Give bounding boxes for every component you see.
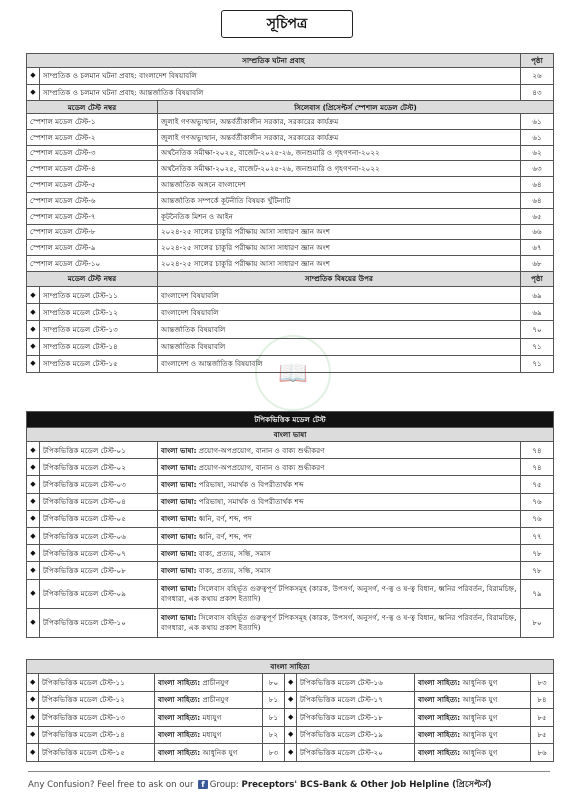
page-number: ৭১ [521, 338, 554, 355]
test-topic [415, 674, 531, 692]
page-column-header: পৃষ্ঠা [521, 271, 554, 286]
topic-subject-label: বাংলা সাহিত্য: [418, 712, 461, 722]
table-row [27, 545, 554, 562]
page-number: ৭৬ [521, 493, 554, 510]
topic-subject-label: বাংলা ভাষা: [161, 612, 197, 622]
table-row [27, 674, 554, 692]
test-topic [158, 527, 521, 544]
test-topic: কূটনৈতিক মিশন ও আইন [158, 208, 521, 224]
test-name: টপিকভিত্তিক মডেল টেস্ট-১৪ [39, 726, 155, 744]
bullet-icon: ◆ [27, 459, 40, 476]
test-name: স্পেশাল মডেল টেস্ট-৫ [27, 177, 158, 193]
section-header [27, 54, 554, 68]
topic-text: পরিভাষা, সমার্থক ও বিপরীতার্থক শব্দ [198, 497, 304, 507]
page-number: ৬৮ [521, 256, 554, 272]
bullet-icon: ◆ [27, 321, 40, 338]
page-number: ৮১ [263, 691, 285, 709]
topic-banner: টপিকভিত্তিক মডেল টেস্ট [27, 412, 554, 428]
section-header [27, 271, 554, 286]
test-topic [158, 442, 521, 459]
topic-text: মধ্যযুগ [202, 730, 222, 740]
topic-subject-label: বাংলা সাহিত্য: [418, 695, 461, 705]
page-title: সূচিপত্র [221, 10, 353, 38]
page-number: ৪৩ [521, 84, 554, 101]
table-row [27, 709, 554, 727]
page-number: ৬২ [521, 145, 554, 161]
bullet-icon: ◆ [27, 84, 40, 101]
topic-subject-label: বাংলা ভাষা: [161, 462, 197, 472]
page-number: ৬৪ [521, 177, 554, 193]
test-name: টপিকভিত্তিক মডেল টেস্ট-০৭ [40, 545, 158, 562]
bullet-icon: ◆ [27, 744, 39, 762]
test-topic: জুলাই গণঅভ্যুত্থান, অন্তর্বর্তীকালীন সরকার, সরকারের কার্যক্রম [158, 129, 521, 145]
bullet-icon: ◆ [27, 286, 40, 303]
bullet-icon: ◆ [27, 726, 39, 744]
page-number: ৮০ [263, 674, 285, 692]
test-topic [155, 709, 263, 727]
page-number: ৮৫ [531, 726, 554, 744]
test-name: স্পেশাল মডেল টেস্ট-৩ [27, 145, 158, 161]
topic-text: প্রয়োগ-অপপ্রয়োগ, বানান ও বাক্য শুদ্ধীকরণ [198, 445, 325, 455]
topic-text: আধুনিক যুগ [462, 730, 498, 740]
test-name: সাম্প্রতিক মডেল টেস্ট-১৪ [40, 338, 158, 355]
page-number: ৮৩ [531, 674, 554, 692]
table-row [27, 338, 554, 355]
table-row [27, 68, 554, 85]
topic-subject-label: বাংলা সাহিত্য: [158, 730, 201, 740]
test-topic [155, 674, 263, 692]
test-topic [158, 476, 521, 493]
topic-subject-label: বাংলা ভাষা: [161, 531, 197, 541]
topic-text: প্রাচীনযুগ [202, 695, 229, 705]
section-header [27, 428, 554, 442]
topic-text: পরিভাষা, সমার্থক ও বিপরীতার্থক শব্দ [198, 479, 304, 489]
page-number: ৭৪ [521, 442, 554, 459]
table-row [27, 304, 554, 321]
table-row [27, 84, 554, 101]
page-number: ৭৮ [521, 545, 554, 562]
topic-subject-label: বাংলা সাহিত্য: [158, 677, 201, 687]
test-topic: বাংলাদেশ ও আন্তর্জাতিক বিষয়াবলি [158, 355, 521, 372]
bullet-icon: ◆ [27, 476, 40, 493]
topic-subject-label: বাংলা সাহিত্য: [158, 695, 201, 705]
page-number: ৭৬ [521, 510, 554, 527]
bullet-icon: ◆ [27, 355, 40, 372]
topic-text: আধুনিক যুগ [462, 677, 498, 687]
page-number: ৬১ [521, 114, 554, 130]
bullet-icon: ◆ [27, 510, 40, 527]
test-topic [158, 545, 521, 562]
table-row [27, 256, 554, 272]
subsection-title: বাংলা ভাষা [27, 428, 554, 442]
topic-subject-label: বাংলা সাহিত্য: [158, 747, 201, 757]
test-topic [158, 510, 521, 527]
test-name: টপিকভিত্তিক মডেল টেস্ট-১১ [39, 674, 155, 692]
test-name: টপিকভিত্তিক মডেল টেস্ট-১০ [40, 608, 158, 637]
subject-column-header: সাম্প্রতিক বিষয়ের উপর [158, 271, 521, 286]
test-name: টপিকভিত্তিক মডেল টেস্ট-০৩ [40, 476, 158, 493]
test-name: স্পেশাল মডেল টেস্ট-৪ [27, 161, 158, 177]
table-row [27, 493, 554, 510]
test-topic [158, 608, 521, 637]
bullet-icon: ◆ [285, 744, 297, 762]
test-name: স্পেশাল মডেল টেস্ট-১০ [27, 256, 158, 272]
bullet-icon: ◆ [27, 674, 39, 692]
test-name: টপিকভিত্তিক মডেল টেস্ট-১৮ [297, 709, 415, 727]
bullet-icon: ◆ [285, 691, 297, 709]
test-name: টপিকভিত্তিক মডেল টেস্ট-২০ [297, 744, 415, 762]
topic-subject-label: বাংলা ভাষা: [161, 583, 197, 593]
section-header [27, 660, 554, 674]
section-title: সাম্প্রতিক ঘটনা প্রবাহ [27, 54, 521, 68]
test-name: টপিকভিত্তিক মডেল টেস্ট-১৫ [39, 744, 155, 762]
test-topic [158, 562, 521, 579]
table-row [27, 442, 554, 459]
facebook-icon: f [198, 780, 207, 789]
subsection-title: বাংলা সাহিত্য [27, 660, 554, 674]
bullet-icon: ◆ [27, 545, 40, 562]
test-name: টপিকভিত্তিক মডেল টেস্ট-০৪ [40, 493, 158, 510]
test-topic: ২০২৪-২৫ সালের চাকুরি পরীক্ষায় আসা সাধারণ জ্ঞান অংশ [158, 224, 521, 240]
table-row [27, 726, 554, 744]
contents-table-topic-language [26, 411, 554, 638]
bullet-icon: ◆ [27, 527, 40, 544]
page-number: ৮৫ [531, 709, 554, 727]
test-topic [158, 459, 521, 476]
test-topic: অর্থনৈতিক সমীক্ষা-২০২৫, বাজেট-২০২৫-২৬, জনশুমারি ও গৃহগণনা-২০২২ [158, 145, 521, 161]
topic-text: আধুনিক যুগ [462, 712, 498, 722]
page-number: ৮১ [263, 709, 285, 727]
test-name: স্পেশাল মডেল টেস্ট-২ [27, 129, 158, 145]
footer-group-label: Group: [209, 780, 239, 790]
watermark-logo: 📖 [255, 335, 331, 411]
test-name: টপিকভিত্তিক মডেল টেস্ট-০৮ [40, 562, 158, 579]
table-row [27, 114, 554, 130]
page-number: ৮৩ [263, 744, 285, 762]
topic-text: সিলেবাস বহির্ভূত গুরুত্বপূর্ণ টপিকসমূহ (কারক, উপসর্গ, অনুসর্গ, ণ-ত্ব ও ষ-ত্ব বিধান, ধ্বনির পরিবর্তন, বিরামচিহ্ন, বাগধারা, এক কথায় প্রকাশ ইত্যাদি) [161, 612, 517, 632]
test-topic: আন্তর্জাতিক সম্পর্কে কূটনীতি বিষয়ক খুঁটিনাটি [158, 192, 521, 208]
page-number: ৭৯ [521, 579, 554, 608]
bullet-icon: ◆ [27, 579, 40, 608]
table-row [27, 562, 554, 579]
table-row [27, 240, 554, 256]
topic-subject-label: বাংলা ভাষা: [161, 497, 197, 507]
page-number: ৬৪ [521, 192, 554, 208]
topic-text: আধুনিক যুগ [462, 747, 498, 757]
section-banner [27, 412, 554, 428]
test-topic [155, 691, 263, 709]
page-number: ৮০ [521, 608, 554, 637]
bullet-icon: ◆ [27, 338, 40, 355]
test-topic [415, 691, 531, 709]
test-topic: ২০২৪-২৫ সালের চাকুরি পরীক্ষায় আসা সাধারণ জ্ঞান অংশ [158, 240, 521, 256]
test-topic [158, 579, 521, 608]
bullet-icon: ◆ [27, 68, 40, 85]
bullet-icon: ◆ [285, 726, 297, 744]
test-name: টপিকভিত্তিক মডেল টেস্ট-১৭ [297, 691, 415, 709]
test-column-header: মডেল টেস্ট নম্বর [27, 101, 158, 114]
test-name: স্পেশাল মডেল টেস্ট-৬ [27, 192, 158, 208]
topic-text: আধুনিক যুগ [202, 747, 238, 757]
page-number: ৬৯ [521, 286, 554, 303]
page-number: ৬৫ [521, 208, 554, 224]
test-name: স্পেশাল মডেল টেস্ট-৭ [27, 208, 158, 224]
row-title: সাম্প্রতিক ও চলমান ঘটনা প্রবাহ: বাংলাদেশ বিষয়াবলি [40, 68, 521, 85]
test-name: টপিকভিত্তিক মডেল টেস্ট-০১ [40, 442, 158, 459]
topic-text: ধ্বনি, বর্ণ, শব্দ, পদ [198, 514, 252, 524]
table-row [27, 129, 554, 145]
footer-group-name: Preceptors' BCS-Bank & Other Job Helpline (প্রিসেপ্টর্স) [241, 780, 492, 790]
test-topic: আন্তর্জাতিক বিষয়াবলি [158, 338, 521, 355]
syllabus-column-header: সিলেবাস (প্রিসেপ্টর্স স্পেশাল মডেল টেস্ট) [158, 101, 554, 114]
table-row [27, 321, 554, 338]
test-name: সাম্প্রতিক মডেল টেস্ট-১২ [40, 304, 158, 321]
topic-subject-label: বাংলা ভাষা: [161, 514, 197, 524]
row-title: সাম্প্রতিক ও চলমান ঘটনা প্রবাহ: আন্তর্জাতিক বিষয়াবলি [40, 84, 521, 101]
test-name: টপিকভিত্তিক মডেল টেস্ট-০৯ [40, 579, 158, 608]
topic-subject-label: বাংলা সাহিত্য: [418, 677, 461, 687]
topic-text: আধুনিক যুগ [462, 695, 498, 705]
section-header [27, 101, 554, 114]
test-topic: আন্তর্জাতিক অঙ্গনে বাংলাদেশ [158, 177, 521, 193]
topic-subject-label: বাংলা ভাষা: [161, 479, 197, 489]
page-number: ৮২ [263, 726, 285, 744]
test-topic [158, 493, 521, 510]
test-topic [155, 744, 263, 762]
bullet-icon: ◆ [27, 709, 39, 727]
test-name: টপিকভিত্তিক মডেল টেস্ট-০৫ [40, 510, 158, 527]
test-name: টপিকভিত্তিক মডেল টেস্ট-১২ [39, 691, 155, 709]
table-row [27, 355, 554, 372]
table-row [27, 286, 554, 303]
topic-subject-label: বাংলা ভাষা: [161, 565, 197, 575]
table-row [27, 177, 554, 193]
topic-text: ধ্বনি, বর্ণ, শব্দ, পদ [198, 531, 252, 541]
topic-subject-label: বাংলা ভাষা: [161, 445, 197, 455]
bullet-icon: ◆ [27, 608, 40, 637]
page-number: ৬৩ [521, 161, 554, 177]
bullet-icon: ◆ [285, 674, 297, 692]
contents-table-current-affairs [26, 53, 554, 373]
topic-text: বাক্য, প্রত্যয়, সন্ধি, সমাস [198, 548, 271, 558]
page-number: ৭৫ [521, 476, 554, 493]
test-topic: বাংলাদেশ বিষয়াবলি [158, 304, 521, 321]
topic-text: মধ্যযুগ [202, 712, 222, 722]
test-name: টপিকভিত্তিক মডেল টেস্ট-১৬ [297, 674, 415, 692]
test-topic [155, 726, 263, 744]
test-column-header: মডেল টেস্ট নম্বর [27, 271, 158, 286]
topic-text: সিলেবাস বহির্ভূত গুরুত্বপূর্ণ টপিকসমূহ (কারক, উপসর্গ, অনুসর্গ, ণ-ত্ব ও ষ-ত্ব বিধান, ধ্বনির পরিবর্তন, বিরামচিহ্ন, বাগধারা, এক কথায় প্রকাশ ইত্যাদি) [161, 583, 517, 603]
test-name: স্পেশাল মডেল টেস্ট-১ [27, 114, 158, 130]
test-name: টপিকভিত্তিক মডেল টেস্ট-১৩ [39, 709, 155, 727]
topic-subject-label: বাংলা সাহিত্য: [158, 712, 201, 722]
test-topic: অর্থনৈতিক সমীক্ষা-২০২৫, বাজেট-২০২৫-২৬, জনশুমারি ও গৃহগণনা-২০২২ [158, 161, 521, 177]
table-row [27, 608, 554, 637]
bullet-icon: ◆ [27, 493, 40, 510]
test-name: সাম্প্রতিক মডেল টেস্ট-১৩ [40, 321, 158, 338]
topic-subject-label: বাংলা ভাষা: [161, 548, 197, 558]
test-topic: ২০২৪-২৫ সালের চাকুরি পরীক্ষায় আসা সাধারণ জ্ঞান অংশ [158, 256, 521, 272]
topic-subject-label: বাংলা সাহিত্য: [418, 747, 461, 757]
table-row [27, 161, 554, 177]
table-row [27, 476, 554, 493]
test-name: টপিকভিত্তিক মডেল টেস্ট-০২ [40, 459, 158, 476]
page-number: ৭৪ [521, 459, 554, 476]
test-topic [415, 744, 531, 762]
page-number: ৬৭ [521, 240, 554, 256]
page-number: ৬১ [521, 129, 554, 145]
contents-table-topic-literature [26, 659, 554, 762]
test-name: সাম্প্রতিক মডেল টেস্ট-১৫ [40, 355, 158, 372]
test-topic: জুলাই গণঅভ্যুত্থান, অন্তর্বর্তীকালীন সরকার, সরকারের কার্যক্রম [158, 114, 521, 130]
bullet-icon: ◆ [27, 304, 40, 321]
page-number: ৬৯ [521, 304, 554, 321]
table-row [27, 527, 554, 544]
table-row [27, 192, 554, 208]
table-row [27, 224, 554, 240]
test-name: স্পেশাল মডেল টেস্ট-৮ [27, 224, 158, 240]
test-topic [415, 726, 531, 744]
bullet-icon: ◆ [27, 442, 40, 459]
bullet-icon: ◆ [27, 691, 39, 709]
bullet-icon: ◆ [27, 562, 40, 579]
page-number: ৭০ [521, 321, 554, 338]
table-row [27, 691, 554, 709]
test-topic: বাংলাদেশ বিষয়াবলি [158, 286, 521, 303]
topic-text: প্রাচীনযুগ [202, 677, 229, 687]
page-number: ৭৭ [521, 527, 554, 544]
table-row [27, 208, 554, 224]
page-number: ৭১ [521, 355, 554, 372]
topic-subject-label: বাংলা সাহিত্য: [418, 730, 461, 740]
test-name: টপিকভিত্তিক মডেল টেস্ট-১৯ [297, 726, 415, 744]
topic-text: প্রয়োগ-অপপ্রয়োগ, বানান ও বাক্য শুদ্ধীকরণ [198, 462, 325, 472]
page-column-header: পৃষ্ঠা [521, 54, 554, 68]
test-topic [415, 709, 531, 727]
table-row [27, 744, 554, 762]
test-name: সাম্প্রতিক মডেল টেস্ট-১১ [40, 286, 158, 303]
test-name: স্পেশাল মডেল টেস্ট-৯ [27, 240, 158, 256]
test-name: টপিকভিত্তিক মডেল টেস্ট-০৬ [40, 527, 158, 544]
bullet-icon: ◆ [285, 709, 297, 727]
page-number: ৬৬ [521, 224, 554, 240]
page-number: ৮৬ [531, 744, 554, 762]
page-number: ৮৪ [531, 691, 554, 709]
table-row [27, 510, 554, 527]
table-row [27, 579, 554, 608]
table-row [27, 459, 554, 476]
page-number: ২৬ [521, 68, 554, 85]
topic-text: বাক্য, প্রত্যয়, সন্ধি, সমাস [198, 565, 271, 575]
table-row [27, 145, 554, 161]
test-topic: আন্তর্জাতিক বিষয়াবলি [158, 321, 521, 338]
page-number: ৭৮ [521, 562, 554, 579]
footer [28, 771, 550, 792]
footer-text: Any Confusion? Feel free to ask on our [28, 780, 194, 790]
